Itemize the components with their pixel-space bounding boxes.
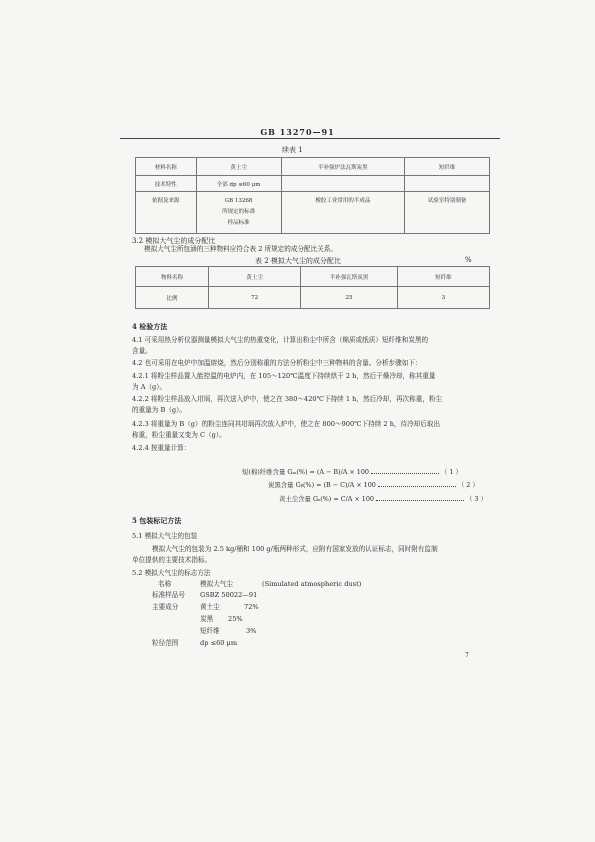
leader-dots <box>376 496 464 501</box>
table1 <box>135 157 490 234</box>
section-3-2-text: 模拟大气尘所包涵的三种物料应符合表 2 所规定的成分配比关系。 <box>144 245 338 253</box>
para-4-1b: 含量。 <box>132 347 152 355</box>
table-row <box>136 267 490 287</box>
formula-2 <box>268 480 479 489</box>
para-4-2-1a: 4.2.1 将粉尘样品置入能控温的电炉内，在 105～120℃温度下持续烘干 2 h，然后干燥冷却，称其重量 <box>132 372 436 380</box>
table-cell: 黄土尘 <box>208 267 300 287</box>
para-5-1-b: 单位提供的主要技术指标。 <box>132 556 212 564</box>
table-cell: 材料名称 <box>136 158 197 176</box>
para-4-2-2a: 4.2.2 将粉尘样品放入坩埚，再次送入炉中，使之在 380～420℃下持续 1 h，然后冷却，再次称重，粉尘 <box>132 395 443 403</box>
table-row <box>136 158 490 176</box>
table-row <box>136 287 490 309</box>
para-4-2-1b: 为 A（g）。 <box>132 383 167 391</box>
formula-number: （ 1 ） <box>440 468 462 476</box>
para-5-1: 5.1 模拟大气尘的包装 <box>132 532 198 540</box>
standard-header: GB 13270—91 <box>260 127 335 137</box>
formula-number: （ 3 ） <box>466 495 487 503</box>
comp-name-2: 炭黑 <box>200 615 214 623</box>
table2-unit: % <box>465 256 472 264</box>
para-5-2: 5.2 模拟大气尘的标志方法 <box>132 569 211 577</box>
table-cell: 橡胶工业常用的半成品 <box>281 192 405 234</box>
table-cell: 25 <box>301 287 397 309</box>
size-label: 粒径范围 <box>152 639 179 647</box>
std-label: 标准样品号 <box>152 591 185 599</box>
table-cell: 半补强炉法瓦斯炭黑 <box>281 158 405 176</box>
table-cell <box>405 176 490 192</box>
table-cell: 全部 dp ≤60 μm <box>196 176 281 192</box>
table1-caption: 续表 1 <box>282 146 303 154</box>
table-cell: 物料名称 <box>136 267 209 287</box>
para-5-1-a: 模拟大气尘的包装为 2.5 kg/桶和 100 g/瓶两种形式，应附有国家发放的认证标志，同时附有监制 <box>152 545 438 553</box>
comp-label: 主要成分 <box>152 603 179 611</box>
formula-text: 短(棉)纤维含量 Gₘ(%) = (A − B)/A × 100 <box>242 468 369 476</box>
formula-text: 炭黑含量 Gᵦ(%) = (B − C)/A × 100 <box>268 481 376 489</box>
page-number: 7 <box>465 652 469 659</box>
comp-name-3: 短纤维 <box>200 627 220 635</box>
comp-value-1: 72% <box>244 603 259 611</box>
para-4-2-2b: 的重量为 B（g）。 <box>132 406 187 414</box>
formula-number: （ 2 ） <box>457 481 479 489</box>
name-english: (Simulated atmospheric dust) <box>262 580 362 588</box>
para-4-2: 4.2 也可采用在电炉中加温熔烧，然后分别称重的方法分析粉尘中三种物料的含量。分析步骤如下： <box>132 359 422 367</box>
table-cell: 试验室特别制备 <box>405 192 490 234</box>
section-5-title: 5 包装标记方法 <box>132 516 182 525</box>
table-cell: 短纤维 <box>397 267 489 287</box>
table-cell: 技术特性 <box>136 176 197 192</box>
para-4-2-4: 4.2.4 按重量计算： <box>132 444 191 452</box>
name-label: 名称 <box>158 580 172 588</box>
leader-dots <box>371 469 439 474</box>
name-value: 模拟大气尘 <box>200 580 233 588</box>
section-4-title: 4 检验方法 <box>132 322 168 331</box>
formula-3 <box>279 494 487 503</box>
table-cell: 3 <box>397 287 489 309</box>
table-cell <box>281 176 405 192</box>
para-4-1a: 4.1 可采用热分析仪器测量模拟大气尘的热重变化，计算出粉尘中所含（棉质或纸质）短纤维和炭黑的 <box>132 336 429 344</box>
table2 <box>135 266 490 309</box>
table-cell: 短纤维 <box>405 158 490 176</box>
para-4-2-3a: 4.2.3 将重量为 B（g）的粉尘连同其坩埚再次放入炉中，使之在 800～900℃下持续 2 h，待冷却后取出 <box>132 420 441 428</box>
table-cell: 黄土尘 <box>196 158 281 176</box>
table-cell: 72 <box>208 287 300 309</box>
size-value: dp ≤60 μm <box>200 639 238 647</box>
comp-value-3: 3% <box>246 627 257 635</box>
para-4-2-3b: 称重，粉尘重量又变为 C（g）。 <box>132 431 226 439</box>
formula-text: 黄土尘含量 Gₛ(%) = C/A × 100 <box>279 495 374 503</box>
leader-dots <box>378 482 456 487</box>
table-row <box>136 176 490 192</box>
comp-name-1: 黄土尘 <box>200 603 220 611</box>
formula-1 <box>242 467 462 476</box>
std-value: GSBZ 50022—91 <box>200 591 258 599</box>
comp-value-2: 25% <box>228 615 243 623</box>
table-cell: 比例 <box>136 287 209 309</box>
table2-caption: 表 2 模拟大气尘的成分配比 <box>255 257 341 265</box>
table-cell: GB 13268 所规定的标准 样品标准 <box>196 192 281 234</box>
header-rule <box>120 138 500 139</box>
table-cell: 半补强瓦斯炭黑 <box>301 267 397 287</box>
table-cell: 依据及来源 <box>136 192 197 234</box>
section-3-2-title: 3.2 模拟大气尘的成分配比 <box>132 237 216 245</box>
table-row <box>136 192 490 234</box>
